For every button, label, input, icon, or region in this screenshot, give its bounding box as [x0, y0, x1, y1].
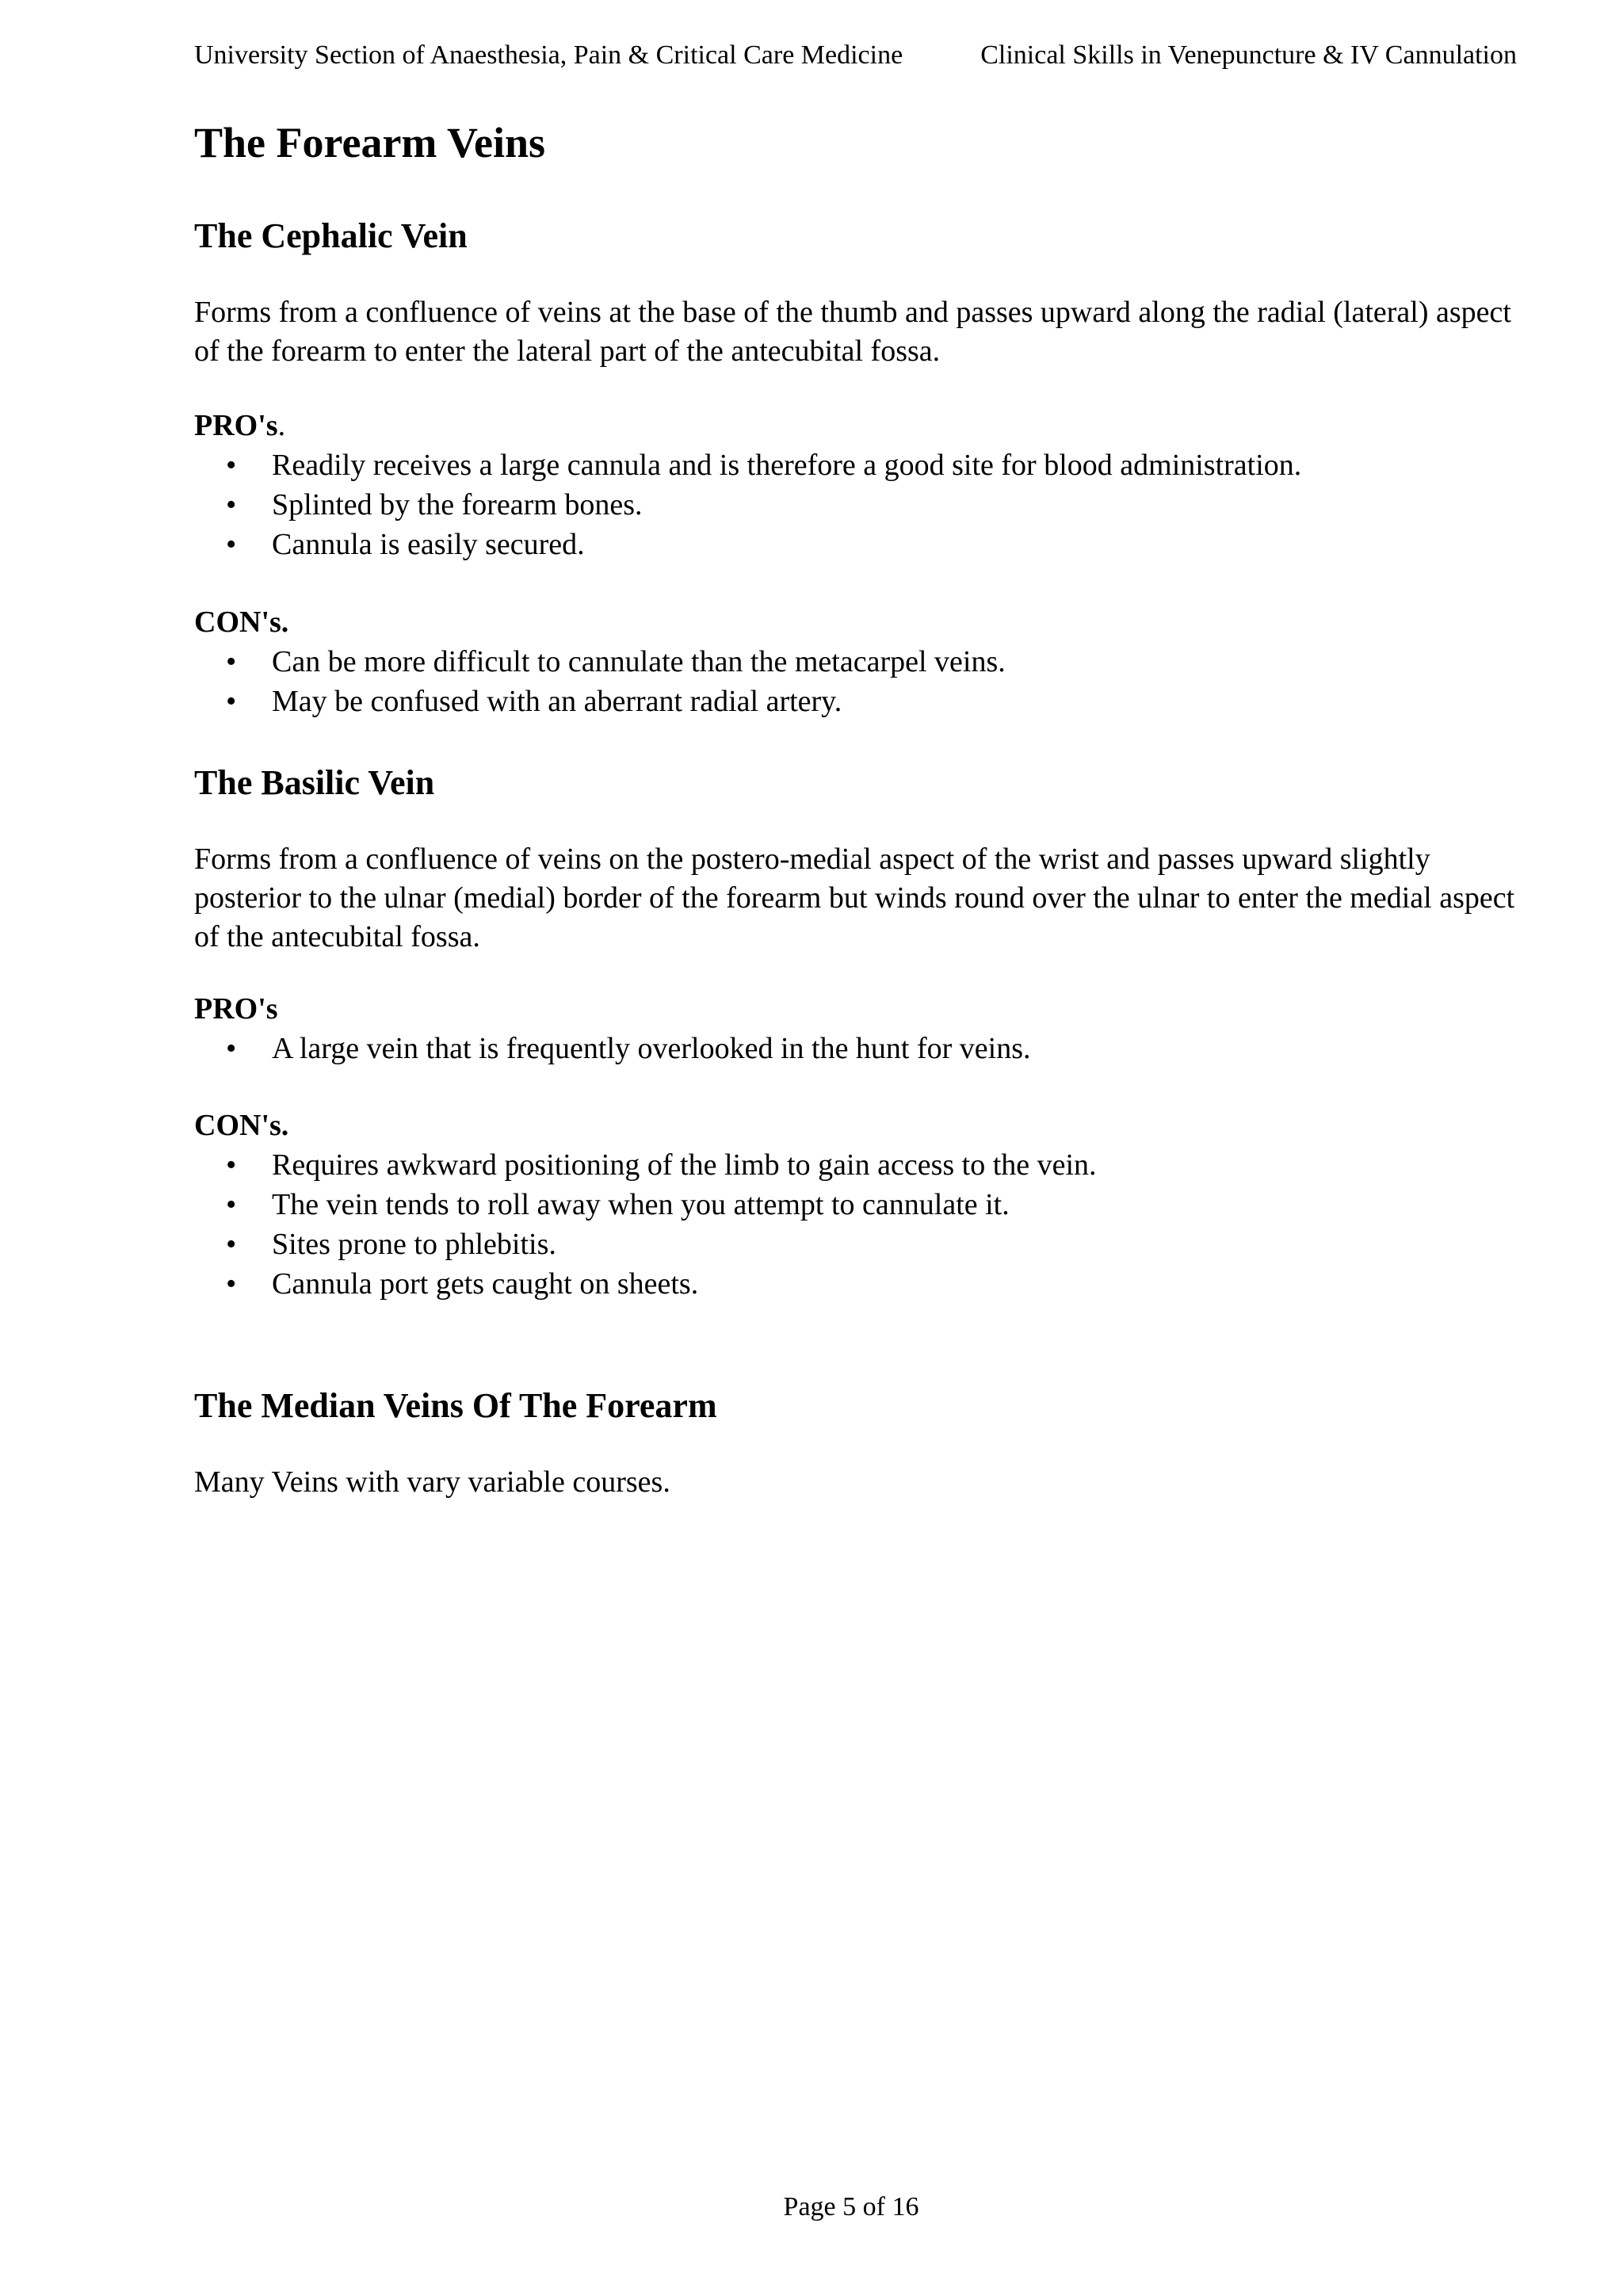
basilic-pros-label: PRO's [194, 992, 278, 1026]
basilic-heading: The Basilic Vein [194, 763, 435, 802]
cephalic-cons-list [194, 642, 1526, 721]
cephalic-pros-list [194, 445, 1526, 564]
running-header [194, 38, 1517, 73]
list-item: • May be confused with an aberrant radial artery. [194, 682, 1526, 721]
list-item: • Splinted by the forearm bones. [194, 485, 1526, 525]
page-number: Page 5 of 16 [783, 2192, 919, 2222]
bullet-icon: • [226, 685, 237, 718]
list-item: • Cannula port gets caught on sheets. [194, 1264, 1526, 1304]
bullet-icon: • [226, 449, 237, 482]
basilic-pros-list [194, 1029, 1526, 1068]
basilic-cons-list [194, 1145, 1526, 1304]
cephalic-pros-label: PRO's. [194, 409, 286, 442]
basilic-description: Forms from a confluence of veins on the postero-medial aspect of the wrist and passes upward slightly posterior to the ulnar (medial) border of the forearm but winds round over the ulnar to enter the medial aspect of the antecubital fossa. [194, 842, 1515, 953]
bullet-icon: • [226, 645, 237, 678]
bullet-icon: • [226, 1267, 237, 1301]
basilic-cons-label: CON's. [194, 1109, 289, 1142]
list-item: • The vein tends to roll away when you attempt to cannulate it. [194, 1185, 1526, 1224]
header-left: University Section of Anaesthesia, Pain & Critical Care Medicine [194, 40, 903, 70]
bullet-icon: • [226, 1148, 237, 1182]
list-item: • Requires awkward positioning of the limb to gain access to the vein. [194, 1145, 1526, 1185]
list-item: • Sites prone to phlebitis. [194, 1224, 1526, 1264]
page-title: The Forearm Veins [194, 119, 545, 166]
list-item: • A large vein that is frequently overlooked in the hunt for veins. [194, 1029, 1526, 1068]
list-item: • Cannula is easily secured. [194, 525, 1526, 564]
list-item: • Can be more difficult to cannulate than the metacarpel veins. [194, 642, 1526, 682]
bullet-icon: • [226, 528, 237, 561]
bullet-icon: • [226, 1032, 237, 1065]
cephalic-description: Forms from a confluence of veins at the base of the thumb and passes upward along the radial (lateral) aspect of the forearm to enter the lateral part of the antecubital fossa. [194, 296, 1511, 368]
header-right: Clinical Skills in Venepuncture & IV Cannulation [980, 40, 1517, 70]
median-description: Many Veins with vary variable courses. [194, 1465, 670, 1499]
bullet-icon: • [226, 1228, 237, 1261]
median-heading: The Median Veins Of The Forearm [194, 1386, 717, 1425]
bullet-icon: • [226, 1188, 237, 1221]
cephalic-heading: The Cephalic Vein [194, 216, 468, 255]
cephalic-cons-label: CON's. [194, 606, 289, 639]
list-item: • Readily receives a large cannula and is therefore a good site for blood administration. [194, 445, 1526, 485]
bullet-icon: • [226, 488, 237, 521]
